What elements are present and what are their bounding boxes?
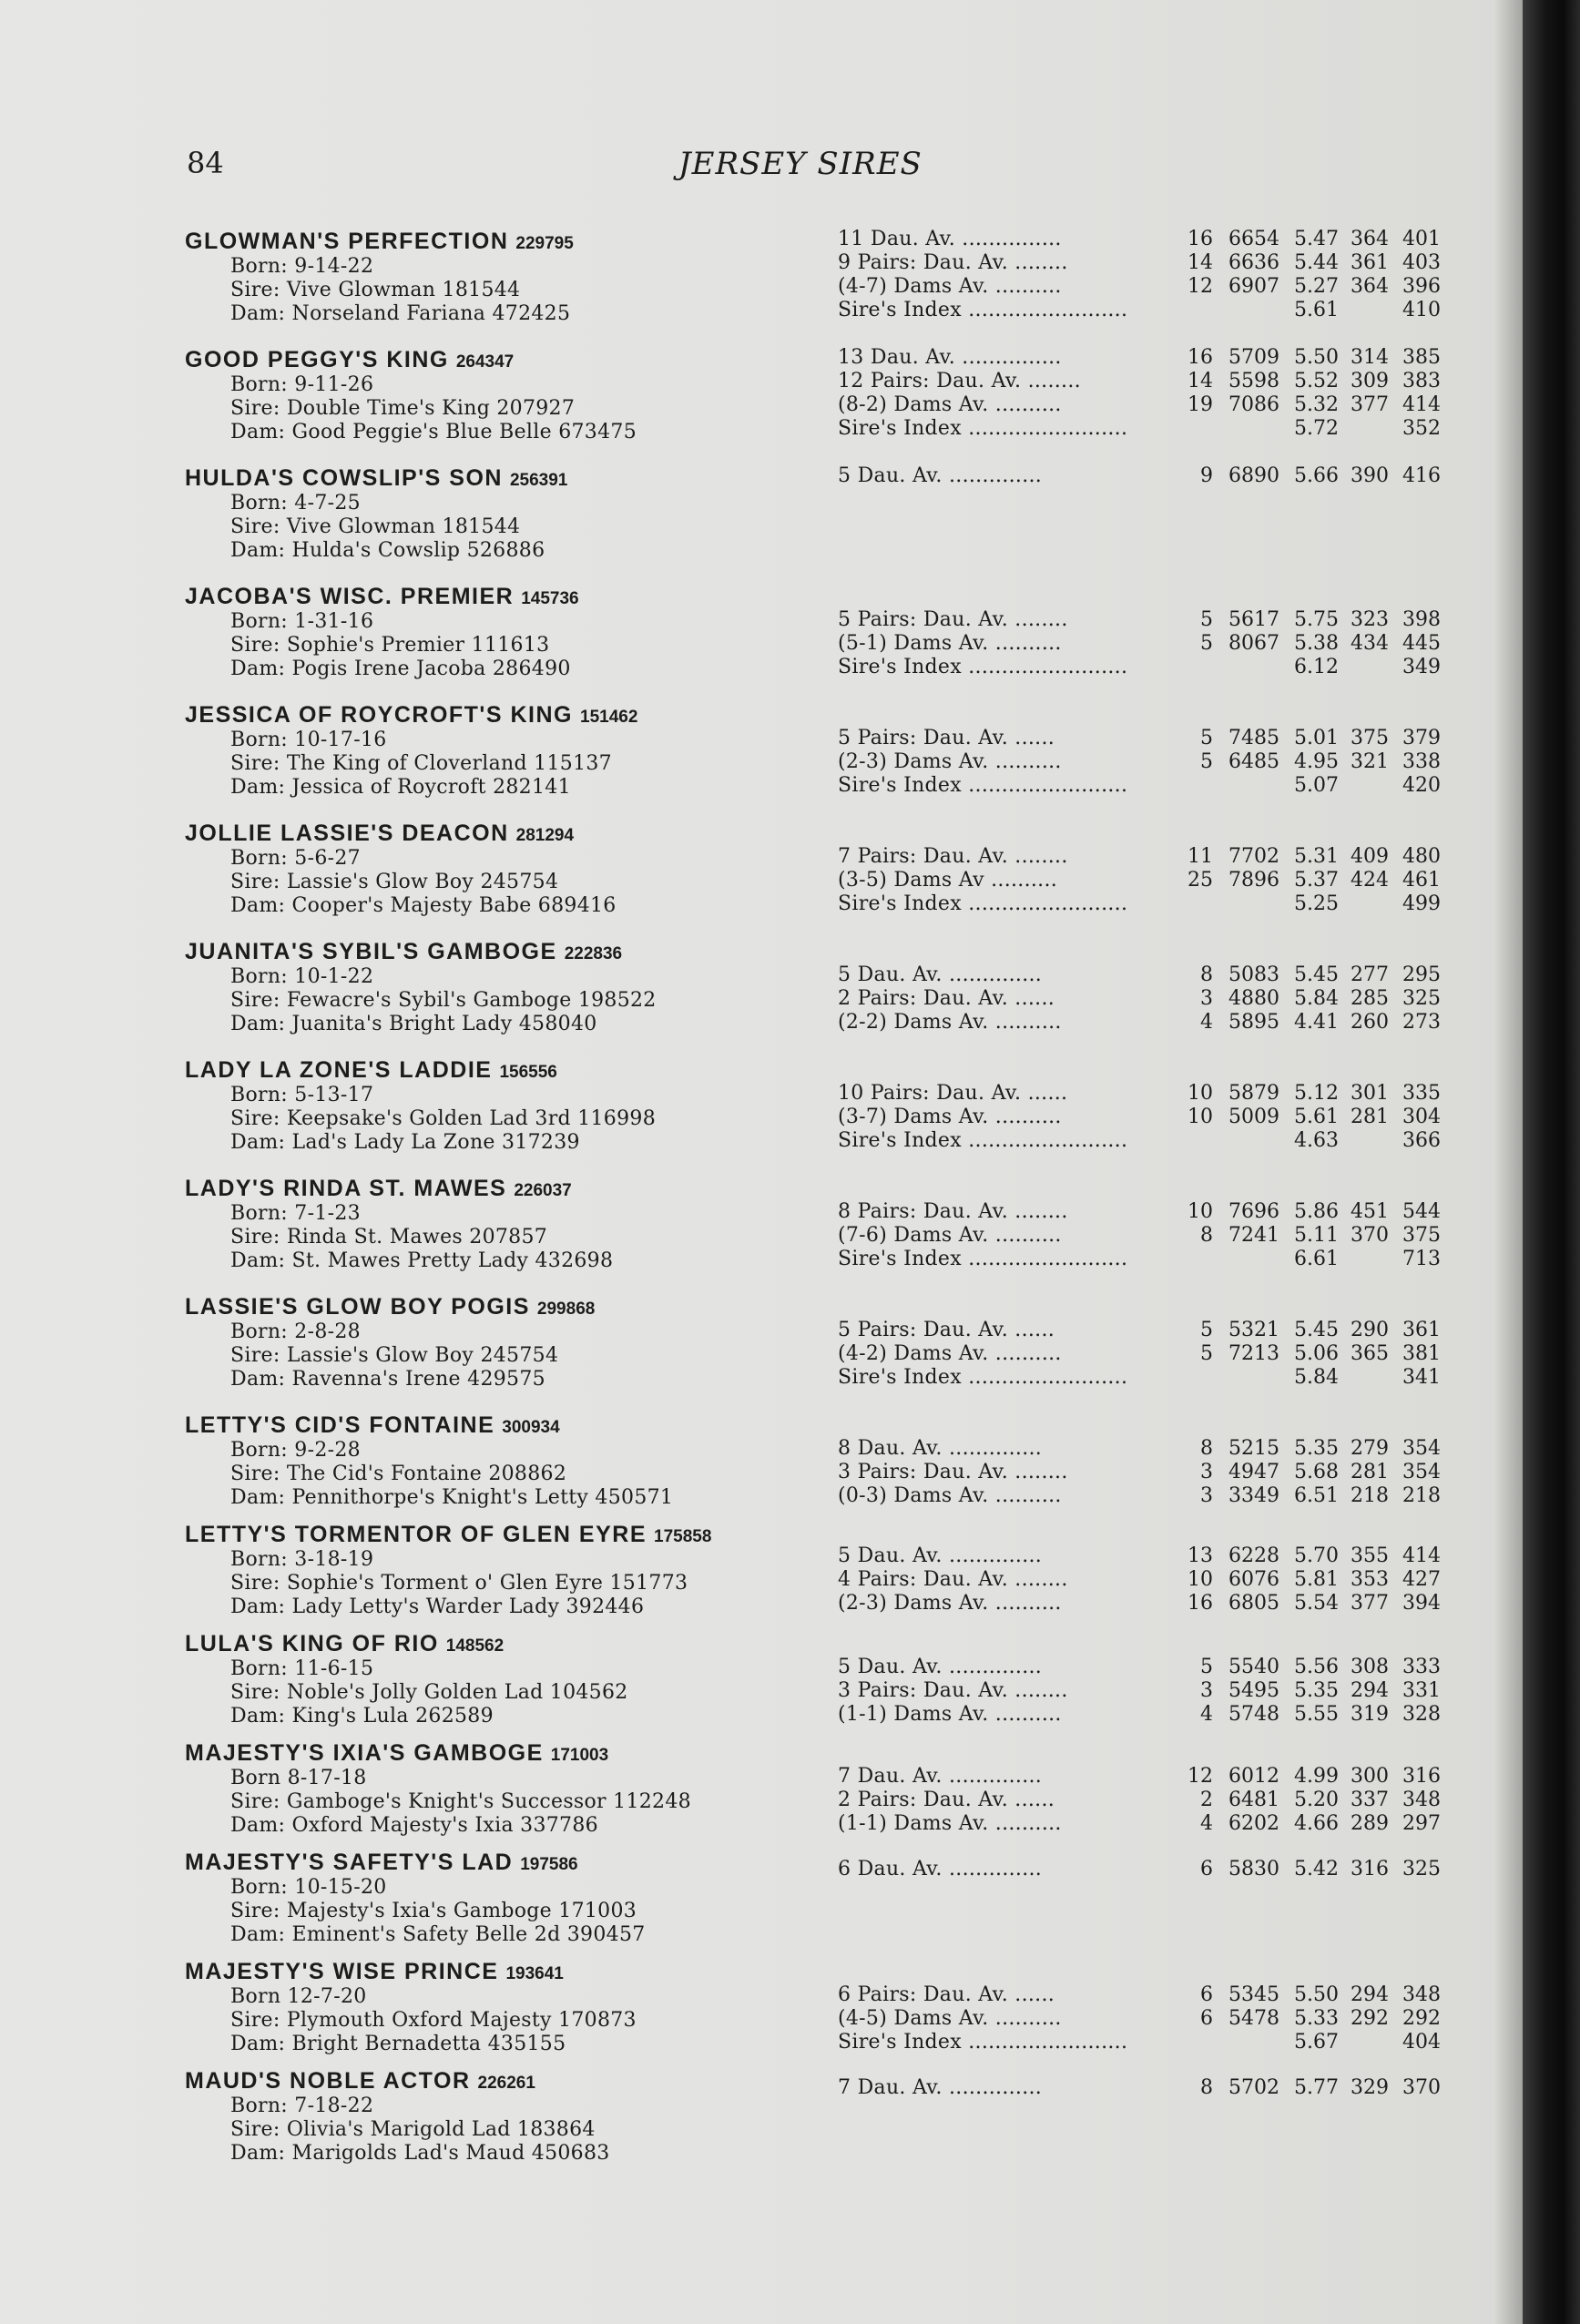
dam-line: Dam: Lad's Lady La Zone 317239	[230, 1131, 580, 1154]
registration-number: 300934	[502, 1418, 560, 1437]
sire-entry	[185, 583, 579, 681]
sire-line: Sire: Olivia's Marigold Lad 183864	[230, 2118, 596, 2141]
registration-number: 281294	[515, 826, 575, 845]
sire-name: LETTY'S TORMENTOR OF GLEN EYRE	[185, 1522, 647, 1547]
stat-row: (2-2) Dams Av. .......... 4 5895 4.41 260 273	[838, 1011, 1441, 1034]
sire-line: Sire: Vive Glowman 181544	[230, 515, 521, 538]
registration-number: 175858	[654, 1527, 712, 1546]
stat-row: 5 Dau. Av. .............. 5 5540 5.56 308 333	[838, 1656, 1441, 1678]
book-edge	[1523, 0, 1580, 2324]
stat-row: 4 Pairs: Dau. Av. ........ 10 6076 5.81 353 427	[838, 1568, 1441, 1591]
stat-row: 6 Dau. Av. .............. 6 5830 5.42 316 325	[838, 1858, 1441, 1881]
born-date: Born: 3-18-19	[230, 1548, 374, 1571]
sire-entry	[185, 1175, 613, 1273]
sire-name: JOLLIE LASSIE'S DEACON	[185, 821, 509, 846]
registration-number: 148562	[445, 1636, 505, 1656]
sire-name: JESSICA OF ROYCROFT'S KING	[185, 702, 573, 728]
sire-line: Sire: Double Time's King 207927	[230, 397, 576, 420]
sire-entry	[185, 228, 574, 326]
sire-entry	[185, 938, 657, 1036]
stat-row: 2 Pairs: Dau. Av. ...... 3 4880 5.84 285 325	[838, 987, 1441, 1010]
sire-entry	[185, 1849, 646, 1947]
sire-entry	[185, 1958, 637, 2056]
registration-number: 145736	[521, 589, 579, 608]
dam-line: Dam: Oxford Majesty's Ixia 337786	[230, 1814, 598, 1837]
sire-name: MAJESTY'S WISE PRINCE	[185, 1959, 499, 1984]
dam-line: Dam: Bright Bernadetta 435155	[230, 2033, 566, 2055]
stat-row: 5 Pairs: Dau. Av. ...... 5 7485 5.01 375 379	[838, 727, 1441, 749]
dam-line: Dam: Hulda's Cowslip 526886	[230, 539, 545, 562]
sire-line: Sire: Lassie's Glow Boy 245754	[230, 1344, 559, 1367]
sire-line: Sire: Sophie's Torment o' Glen Eyre 151773	[230, 1572, 688, 1595]
sire-name: JACOBA'S WISC. PREMIER	[185, 584, 515, 609]
sire-entry	[185, 1630, 628, 1728]
dam-line: Dam: Cooper's Majesty Babe 689416	[230, 894, 617, 917]
stat-row: 5 Pairs: Dau. Av. ........ 5 5617 5.75 323 398	[838, 608, 1441, 631]
registration-number: 299868	[536, 1300, 596, 1319]
registration-number: 151462	[580, 708, 638, 727]
stat-row: (3-7) Dams Av. .......... 10 5009 5.61 281 304	[838, 1106, 1441, 1128]
dam-line: Dam: St. Mawes Pretty Lady 432698	[230, 1249, 614, 1272]
stat-row: (0-3) Dams Av. .......... 3 3349 6.51 218 218	[838, 1484, 1441, 1507]
registration-number: 264347	[455, 352, 515, 372]
sire-name: MAJESTY'S SAFETY'S LAD	[185, 1850, 514, 1875]
sire-line: Sire: The King of Cloverland 115137	[230, 752, 612, 775]
born-date: Born: 9-14-22	[230, 255, 374, 278]
stat-row: 2 Pairs: Dau. Av. ...... 2 6481 5.20 337 348	[838, 1789, 1441, 1811]
born-date: Born: 9-2-28	[230, 1439, 361, 1462]
stat-row: (4-7) Dams Av. .......... 12 6907 5.27 364 396	[838, 275, 1441, 298]
sire-name: LASSIE'S GLOW BOY POGIS	[185, 1294, 530, 1320]
stat-row: 11 Dau. Av. ............... 16 6654 5.47 364 401	[838, 228, 1441, 250]
born-date: Born: 11-6-15	[230, 1657, 374, 1680]
stat-row: Sire's Index ........................ 5.84 341	[838, 1366, 1441, 1389]
spine-shadow	[1493, 0, 1523, 2324]
dam-line: Dam: Eminent's Safety Belle 2d 390457	[230, 1923, 646, 1946]
dam-line: Dam: Juanita's Bright Lady 458040	[230, 1013, 597, 1035]
stat-row: 5 Pairs: Dau. Av. ...... 5 5321 5.45 290 361	[838, 1319, 1441, 1341]
sire-line: Sire: Rinda St. Mawes 207857	[230, 1226, 548, 1249]
dam-line: Dam: Marigolds Lad's Maud 450683	[230, 2142, 610, 2165]
sire-name: LADY'S RINDA ST. MAWES	[185, 1176, 507, 1201]
sire-entry	[185, 464, 567, 563]
sire-name: MAJESTY'S IXIA'S GAMBOGE	[185, 1740, 544, 1766]
registration-number: 229795	[515, 234, 574, 253]
born-date: Born: 7-18-22	[230, 2095, 374, 2117]
sire-entry	[185, 2067, 610, 2166]
born-date: Born: 4-7-25	[230, 492, 361, 515]
sire-line: Sire: Vive Glowman 181544	[230, 279, 521, 301]
stat-row: (5-1) Dams Av. .......... 5 8067 5.38 434 445	[838, 632, 1441, 655]
stat-row: 12 Pairs: Dau. Av. ........ 14 5598 5.52 309 383	[838, 370, 1441, 392]
sire-line: Sire: The Cid's Fontaine 208862	[230, 1463, 567, 1485]
stat-row: 8 Dau. Av. .............. 8 5215 5.35 279 354	[838, 1437, 1441, 1460]
registration-number: 156556	[499, 1063, 557, 1082]
stat-row: 7 Dau. Av. .............. 12 6012 4.99 300 316	[838, 1765, 1441, 1788]
sire-entry	[185, 820, 617, 918]
stat-row: 3 Pairs: Dau. Av. ........ 3 5495 5.35 294 331	[838, 1679, 1441, 1702]
sire-line: Sire: Plymouth Oxford Majesty 170873	[230, 2009, 637, 2032]
sire-name: HULDA'S COWSLIP'S SON	[185, 465, 503, 491]
sire-line: Sire: Fewacre's Sybil's Gamboge 198522	[230, 989, 657, 1012]
stat-row: (4-2) Dams Av. .......... 5 7213 5.06 365 381	[838, 1342, 1441, 1365]
dam-line: Dam: Good Peggie's Blue Belle 673475	[230, 421, 637, 443]
stat-row: 7 Pairs: Dau. Av. ........ 11 7702 5.31 409 480	[838, 845, 1441, 868]
dam-line: Dam: Norseland Fariana 472425	[230, 302, 571, 325]
born-date: Born: 10-15-20	[230, 1876, 387, 1899]
dam-line: Dam: Jessica of Roycroft 282141	[230, 776, 571, 799]
registration-number: 226261	[477, 2074, 535, 2093]
sire-entry	[185, 1739, 691, 1838]
sire-entry	[185, 346, 637, 444]
sire-name: GOOD PEGGY'S KING	[185, 347, 449, 372]
born-date: Born: 7-1-23	[230, 1202, 361, 1225]
stat-row: (7-6) Dams Av. .......... 8 7241 5.11 370 375	[838, 1224, 1441, 1247]
registration-number: 222836	[564, 944, 623, 963]
sire-entry	[185, 1412, 673, 1510]
stat-row: 5 Dau. Av. .............. 9 6890 5.66 390 416	[838, 464, 1441, 487]
sire-entry	[185, 1521, 711, 1619]
stat-row: 5 Dau. Av. .............. 8 5083 5.45 277 295	[838, 963, 1441, 986]
sire-entry	[185, 1056, 656, 1155]
born-date: Born 12-7-20	[230, 1985, 367, 2008]
born-date: Born: 2-8-28	[230, 1320, 361, 1343]
stat-row: Sire's Index ........................ 5.25 499	[838, 892, 1441, 915]
sire-line: Sire: Majesty's Ixia's Gamboge 171003	[230, 1900, 637, 1922]
born-date: Born: 1-31-16	[230, 610, 374, 633]
stat-row: Sire's Index ........................ 4.63 366	[838, 1129, 1441, 1152]
stat-row: (1-1) Dams Av. .......... 4 5748 5.55 319 328	[838, 1703, 1441, 1726]
stat-row: 3 Pairs: Dau. Av. ........ 3 4947 5.68 281 354	[838, 1461, 1441, 1483]
stat-row: 10 Pairs: Dau. Av. ...... 10 5879 5.12 301 335	[838, 1082, 1441, 1105]
stat-row: (3-5) Dams Av .......... 25 7896 5.37 424 461	[838, 869, 1441, 892]
stat-row: (2-3) Dams Av. .......... 16 6805 5.54 377 394	[838, 1592, 1441, 1615]
born-date: Born: 9-11-26	[230, 373, 374, 396]
dam-line: Dam: Ravenna's Irene 429575	[230, 1368, 545, 1391]
stat-row: 13 Dau. Av. ............... 16 5709 5.50 314 385	[838, 346, 1441, 369]
stat-row: 9 Pairs: Dau. Av. ........ 14 6636 5.44 361 403	[838, 251, 1441, 274]
sire-name: MAUD'S NOBLE ACTOR	[185, 2068, 471, 2094]
sire-entry	[185, 1293, 595, 1391]
stat-row: 5 Dau. Av. .............. 13 6228 5.70 355 414	[838, 1544, 1441, 1567]
stat-row: 8 Pairs: Dau. Av. ........ 10 7696 5.86 451 544	[838, 1200, 1441, 1223]
page-number: 84	[187, 146, 224, 180]
stat-row: Sire's Index ........................ 5.61 410	[838, 299, 1441, 321]
sire-line: Sire: Lassie's Glow Boy 245754	[230, 871, 559, 893]
stat-row: Sire's Index ........................ 5.72 352	[838, 417, 1441, 440]
dam-line: Dam: Pennithorpe's Knight's Letty 450571	[230, 1486, 674, 1509]
registration-number: 256391	[509, 471, 568, 490]
stat-row: Sire's Index ........................ 6.12 349	[838, 656, 1441, 678]
stat-row: Sire's Index ........................ 6.61 713	[838, 1248, 1441, 1270]
registration-number: 226037	[514, 1181, 572, 1200]
born-date: Born: 10-1-22	[230, 965, 374, 988]
dam-line: Dam: King's Lula 262589	[230, 1705, 494, 1728]
sire-name: LETTY'S CID'S FONTAINE	[185, 1412, 495, 1438]
sire-line: Sire: Sophie's Premier 111613	[230, 634, 550, 657]
registration-number: 197586	[520, 1855, 578, 1874]
born-date: Born 8-17-18	[230, 1767, 367, 1789]
sire-name: JUANITA'S SYBIL'S GAMBOGE	[185, 939, 557, 964]
sire-line: Sire: Noble's Jolly Golden Lad 104562	[230, 1681, 628, 1704]
registration-number: 171003	[550, 1746, 609, 1765]
stat-row: Sire's Index ........................ 5.67 404	[838, 2031, 1441, 2054]
stat-row: 6 Pairs: Dau. Av. ...... 6 5345 5.50 294 348	[838, 1983, 1441, 2006]
dam-line: Dam: Lady Letty's Warder Lady 392446	[230, 1595, 645, 1618]
sire-name: LADY LA ZONE'S LADDIE	[185, 1057, 493, 1083]
stat-row: (2-3) Dams Av. .......... 5 6485 4.95 321 338	[838, 750, 1441, 773]
dam-line: Dam: Pogis Irene Jacoba 286490	[230, 657, 571, 680]
sire-entry	[185, 701, 637, 800]
stat-row: (4-5) Dams Av. .......... 6 5478 5.33 292 292	[838, 2007, 1441, 2030]
stat-row: (1-1) Dams Av. .......... 4 6202 4.66 289 297	[838, 1812, 1441, 1835]
sire-line: Sire: Gamboge's Knight's Successor 112248	[230, 1790, 691, 1813]
running-title: JERSEY SIRES	[678, 146, 923, 182]
sire-name: GLOWMAN'S PERFECTION	[185, 229, 509, 254]
sire-name: LULA'S KING OF RIO	[185, 1631, 439, 1656]
stat-row: (8-2) Dams Av. .......... 19 7086 5.32 377 414	[838, 393, 1441, 416]
born-date: Born: 5-6-27	[230, 847, 361, 870]
registration-number: 193641	[505, 1964, 564, 1983]
born-date: Born: 5-13-17	[230, 1084, 374, 1106]
stat-row: Sire's Index ........................ 5.07 420	[838, 774, 1441, 797]
stat-row: 7 Dau. Av. .............. 8 5702 5.77 329 370	[838, 2076, 1441, 2099]
sire-line: Sire: Keepsake's Golden Lad 3rd 116998	[230, 1107, 656, 1130]
born-date: Born: 10-17-16	[230, 729, 387, 751]
